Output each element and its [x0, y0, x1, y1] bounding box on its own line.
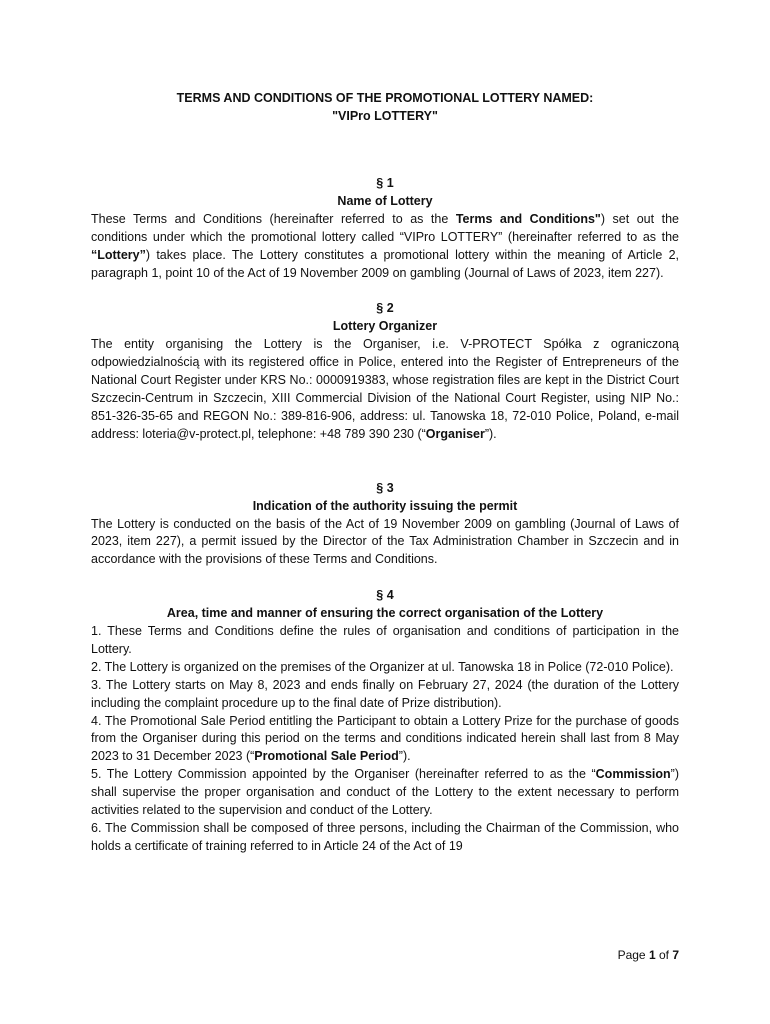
- paragraph: The Lottery is conducted on the basis of the Act of 19 November 2009 on gambling (Journal of Laws of 2023, item 227), a permit issued by the Director of the Tax Administration Chamber in Szczecin and in accordance with the provisions of these Terms and Conditions.: [91, 516, 679, 567]
- list-item: 1. These Terms and Conditions define the rules of organisation and conditions of participation in the Lottery.: [91, 624, 679, 656]
- paragraph: The entity organising the Lottery is the Organiser, i.e. V-PROTECT Spółka z ograniczoną odpowiedzialnością with its registered office in Police, entered into the Register of Entrepreneurs of the National Court Register under KRS No.: 0000919383, whose registration files are kept in the District Court Szczecin-Centrum in Szczecin, XIII Commercial Division of the National Court Register, using NIP No.: 851-326-35-65 and REGON No.: 389-816-906, address: ul. Tanowska 18, 72-010 Police, Poland, e-mail address: loteria@v-protect.pl, telephone: +48 789 390 230 (“Organiser”).: [91, 337, 679, 441]
- page-number: Page 1 of 7: [617, 948, 679, 962]
- section-number: § 4: [376, 588, 394, 603]
- list-item: 4. The Promotional Sale Period entitling the Participant to obtain a Lottery Prize for the purchase of goods from the Organiser during this period on the terms and conditions indicated herein shall last from 8 May 2023 to 31 December 2023 (“Promotional Sale Period”).: [91, 713, 679, 764]
- section-heading: Area, time and manner of ensuring the correct organisation of the Lottery: [166, 606, 604, 621]
- section-heading: Lottery Organizer: [332, 319, 438, 334]
- document-title: [90, 89, 680, 125]
- section-heading: Indication of the authority issuing the permit: [252, 498, 518, 513]
- section-3: [91, 480, 679, 570]
- section-2: [91, 300, 679, 443]
- section-number: § 1: [376, 176, 394, 190]
- list-item: 5. The Lottery Commission appointed by the Organiser (hereinafter referred to as the “Commission”) shall supervise the proper organisation and conduct of the Lottery to the extent necessary to perform activities related to the supervision and conduct of the Lottery.: [91, 767, 679, 818]
- section-heading: Name of Lottery: [337, 193, 433, 208]
- section-number: § 2: [376, 301, 394, 316]
- section-1: [91, 175, 679, 282]
- list-item: 6. The Commission shall be composed of three persons, including the Chairman of the Commission, who holds a certificate of training referred to in Article 24 of the Act of 19: [91, 821, 679, 853]
- section-4: [91, 587, 679, 856]
- title-line-2: "VIPro LOTTERY": [332, 109, 438, 123]
- document-body: [91, 175, 679, 856]
- section-number: § 3: [376, 480, 394, 495]
- list-item: 2. The Lottery is organized on the premises of the Organizer at ul. Tanowska 18 in Police (72-010 Police).: [91, 659, 674, 674]
- list-item: 3. The Lottery starts on May 8, 2023 and ends finally on February 27, 2024 (the duration of the Lottery including the complaint procedure up to the final date of Prize distribution).: [91, 677, 679, 710]
- title-line-1: TERMS AND CONDITIONS OF THE PROMOTIONAL LOTTERY NAMED:: [176, 91, 594, 105]
- paragraph: These Terms and Conditions (hereinafter referred to as the Terms and Conditions") set out the conditions under which the promotional lottery called “VIPro LOTTERY” (hereinafter referred to as the “Lottery”) takes place. The Lottery constitutes a promotional lottery within the meaning of Article 2, paragraph 1, point 10 of the Act of 19 November 2009 on gambling (Journal of Laws of 2023, item 227).: [91, 211, 679, 280]
